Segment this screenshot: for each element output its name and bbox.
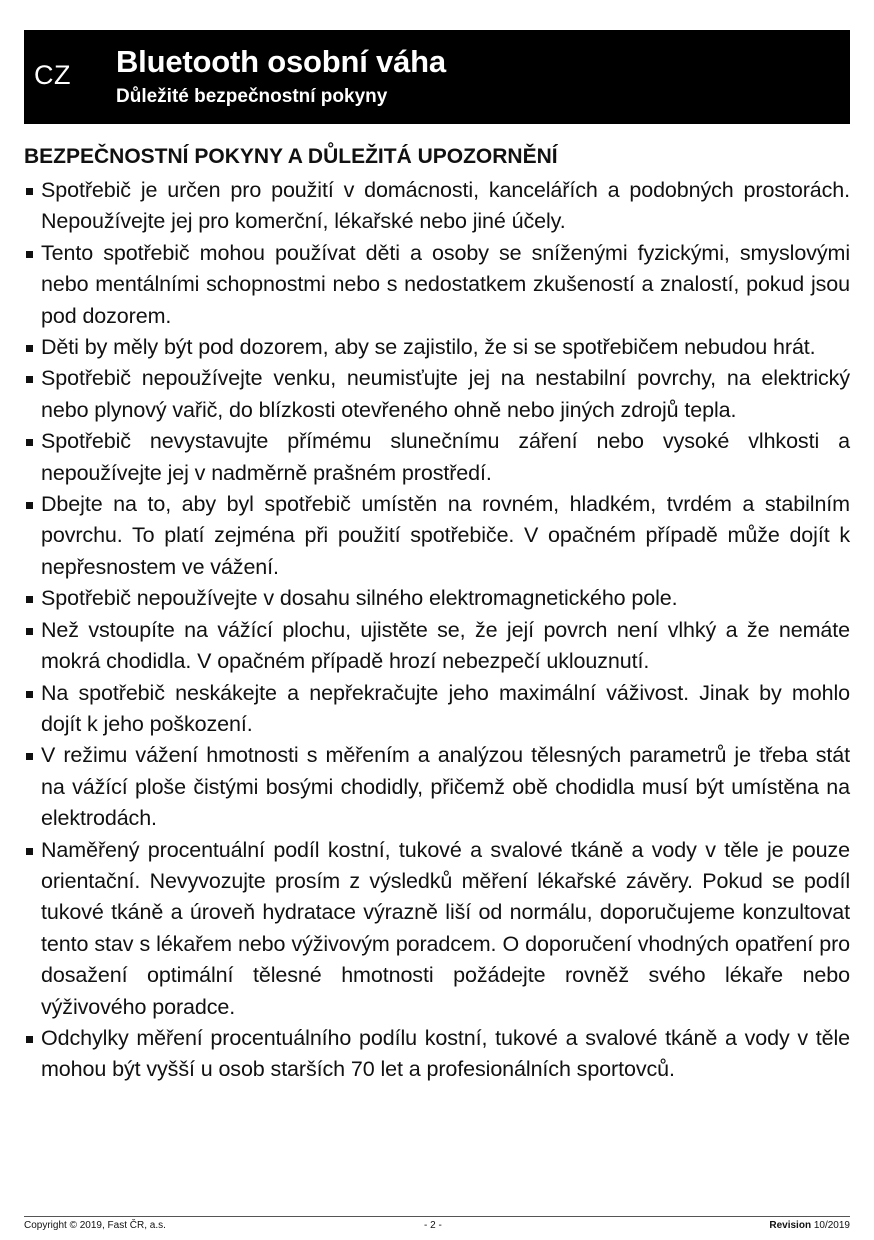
- bullet-icon: [26, 753, 33, 760]
- bullet-icon: [26, 1036, 33, 1043]
- list-item: [24, 238, 850, 332]
- language-code: CZ: [34, 60, 71, 90]
- document-title: Bluetooth osobní váha: [116, 44, 446, 79]
- list-item: [24, 583, 850, 614]
- document-subtitle: Důležité bezpečnostní pokyny: [116, 86, 388, 107]
- bullet-icon: [26, 188, 33, 195]
- list-item-text: Děti by měly být pod dozorem, aby se zajistilo, že si se spotřebičem nebudou hrát.: [41, 335, 816, 360]
- list-item-text: Spotřebič nevystavujte přímému slunečnímu záření nebo vysoké vlhkosti a nepoužívejte jej v nadměrně prašném prostředí.: [41, 429, 850, 485]
- bullet-icon: [26, 439, 33, 446]
- list-item: [24, 489, 850, 583]
- list-item: [24, 678, 850, 741]
- list-item-text: Na spotřebič neskákejte a nepřekračujte jeho maximální váživost. Jinak by mohlo dojít k jeho poškození.: [41, 680, 850, 736]
- bullet-icon: [26, 848, 33, 855]
- list-item: [24, 615, 850, 678]
- list-item-text: Naměřený procentuální podíl kostní, tukové a svalové tkáně a vody v těle je pouze orientační. Nevyvozujte prosím z výsledků měření lékařské závěry. Pokud se podíl tukové tkáně a úroveň hydratace výrazně liší od normálu, doporučujeme konzultovat tento stav s lékařem nebo výživovým poradcem. O doporučení vhodných opatření pro dosažení optimální tělesné hmotnosti požádejte rovněž svého lékaře nebo výživového poradce.: [41, 837, 850, 1019]
- list-item: [24, 740, 850, 834]
- bullet-icon: [26, 691, 33, 698]
- list-item: [24, 1023, 850, 1086]
- footer-copyright: Copyright © 2019, Fast ČR, a.s.: [24, 1220, 166, 1231]
- list-item: [24, 175, 850, 238]
- revision-label: Revision: [769, 1220, 812, 1231]
- page-number: - 2 -: [424, 1220, 442, 1231]
- revision-value: 10/2019: [813, 1220, 850, 1231]
- bullet-icon: [26, 596, 33, 603]
- bullet-icon: [26, 251, 33, 258]
- safety-section: [24, 141, 850, 1086]
- bullet-icon: [26, 345, 33, 352]
- list-item: [24, 835, 850, 1023]
- list-item: [24, 363, 850, 426]
- bullet-icon: [26, 376, 33, 383]
- list-item-text: Spotřebič nepoužívejte v dosahu silného elektromagnetického pole.: [41, 586, 678, 611]
- list-item-text: Než vstoupíte na vážící plochu, ujistěte se, že její povrch není vlhký a že nemáte mokrá chodidla. V opačném případě hrozí nebezpečí uklouznutí.: [41, 617, 850, 674]
- list-item: [24, 426, 850, 489]
- footer-revision: [769, 1220, 850, 1231]
- list-item-text: Spotřebič nepoužívejte venku, neumisťujte jej na nestabilní povrchy, na elektrický nebo plynový vařič, do blízkosti otevřeného ohně nebo jiných zdrojů tepla.: [41, 366, 850, 422]
- list-item-text: Odchylky měření procentuálního podílu kostní, tukové a svalové tkáně a vody v těle mohou být vyšší u osob starších 70 let a profesionálních sportovců.: [41, 1025, 850, 1082]
- list-item-text: Tento spotřebič mohou používat děti a osoby se sníženými fyzickými, smyslovými nebo mentálními schopnostmi nebo s nedostatkem zkušeností a znalostí, pokud jsou pod dozorem.: [41, 240, 850, 328]
- section-heading: BEZPEČNOSTNÍ POKYNY A DŮLEŽITÁ UPOZORNĚNÍ: [24, 145, 558, 168]
- list-item-text: Dbejte na to, aby byl spotřebič umístěn na rovném, hladkém, tvrdém a stabilním povrchu. To platí zejména při použití spotřebiče. V opačném případě může dojít k nepřesnostem ve vážení.: [41, 492, 850, 579]
- bullet-icon: [26, 628, 33, 635]
- list-item-text: Spotřebič je určen pro použití v domácnosti, kancelářích a podobných prostorách. Nepoužívejte jej pro komerční, lékařské nebo jiné účely.: [41, 178, 850, 234]
- bullet-icon: [26, 502, 33, 509]
- list-item-text: V režimu vážení hmotnosti s měřením a analýzou tělesných parametrů je třeba stát na vážící ploše čistými bosými chodidly, přičemž obě chodidla musí být umístěna na elektrodách.: [41, 743, 850, 831]
- list-item: [24, 332, 850, 363]
- safety-instructions-list: [24, 175, 850, 1086]
- header-banner: [24, 30, 850, 124]
- footer-divider: [24, 1216, 850, 1217]
